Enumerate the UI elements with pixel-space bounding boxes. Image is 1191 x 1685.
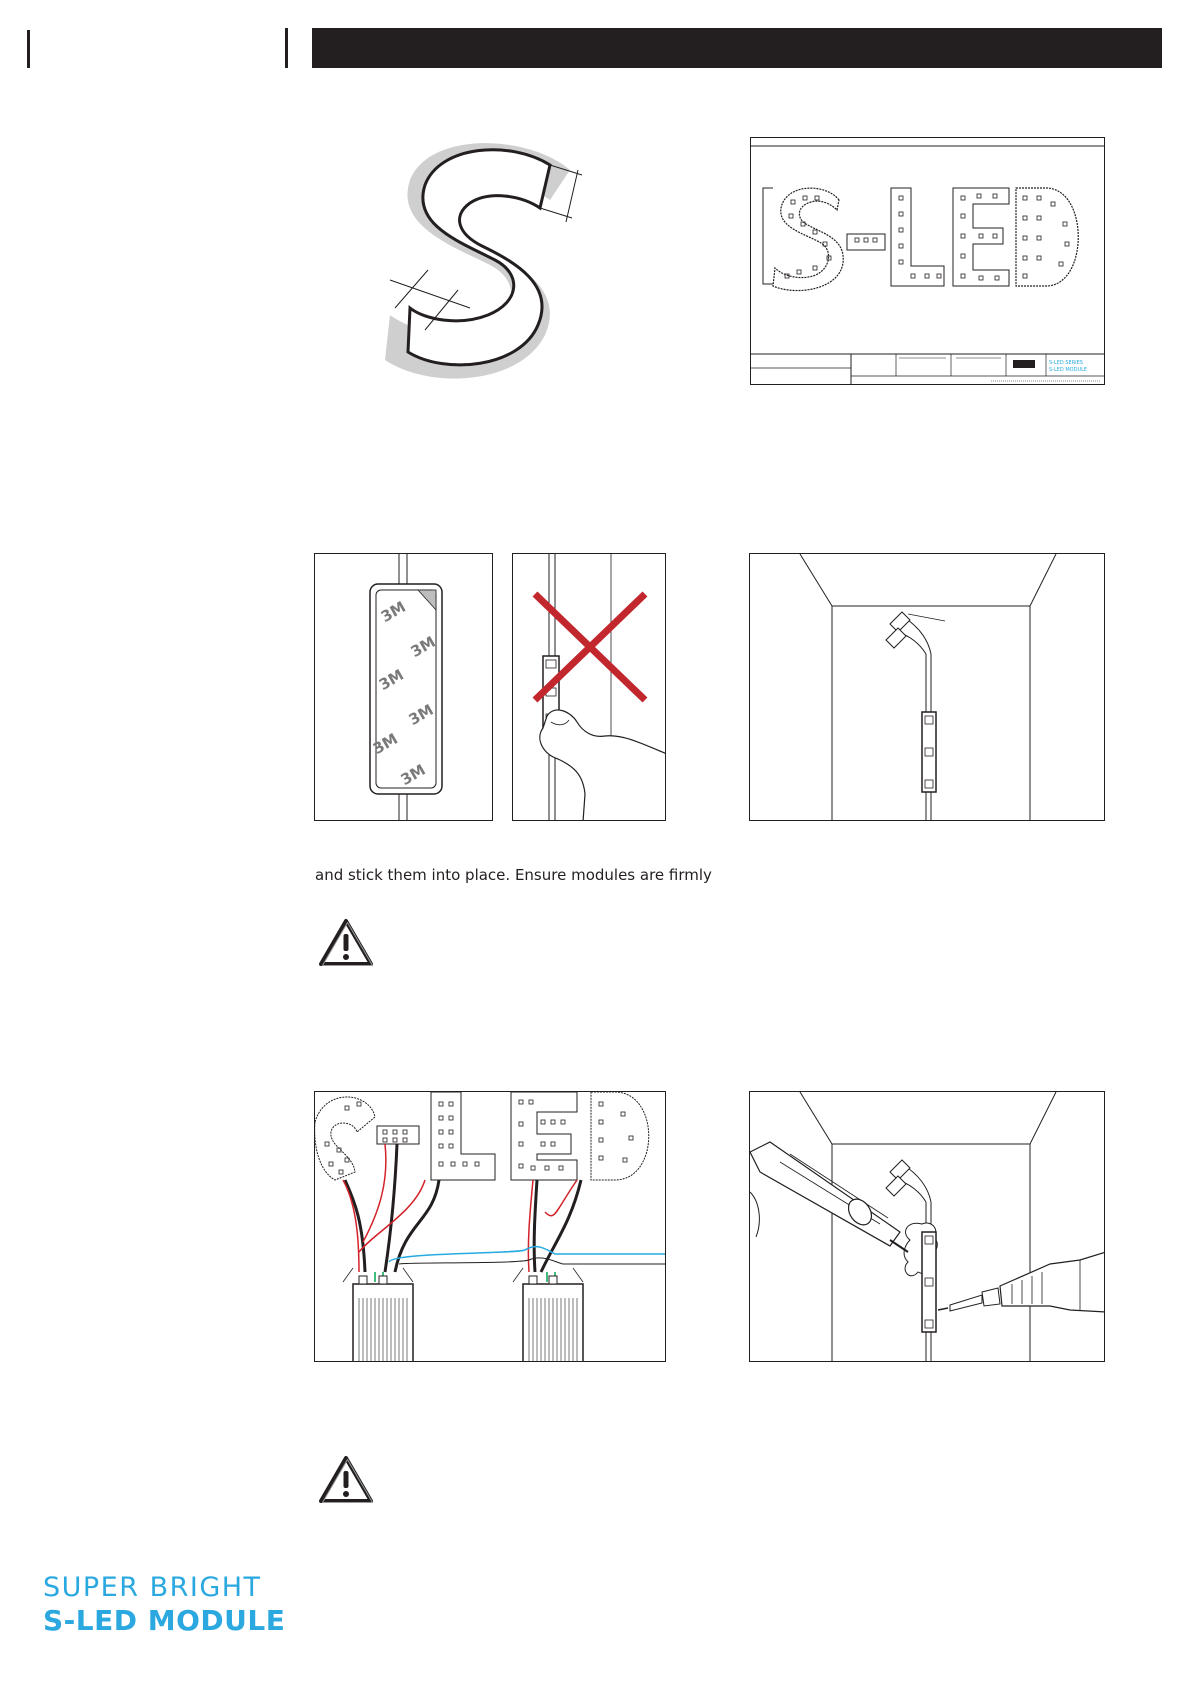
- tape-label: 3M: [397, 760, 429, 789]
- tape-label: 3M: [375, 665, 407, 694]
- header-left-rule: [27, 30, 30, 68]
- instruction-text: and stick them into place. Ensure modules are firmly: [315, 866, 712, 884]
- title-block-series: S-LED SERIES: [1049, 360, 1083, 366]
- figure-channel-module: [749, 553, 1105, 821]
- title-block-logo: [1013, 360, 1035, 368]
- header-bar: [312, 28, 1162, 68]
- warning-icon: [318, 918, 374, 968]
- title-block-module: S-LED MODULE: [1049, 367, 1088, 373]
- figure-layout-drawing: [750, 137, 1105, 385]
- finger: [540, 710, 666, 821]
- figure-incorrect-press: [512, 553, 666, 821]
- tape-label: 3M: [369, 729, 401, 758]
- figure-3m-tape: [314, 553, 493, 821]
- tape-label: 3M: [405, 700, 437, 729]
- figure-letter-s: [370, 130, 620, 390]
- figure-seal-screw: [749, 1091, 1105, 1362]
- tape-label: 3M: [407, 632, 439, 661]
- brand-line-1: SUPER BRIGHT: [43, 1572, 262, 1603]
- figure-wiring: [314, 1091, 666, 1362]
- warning-icon: [318, 1455, 374, 1505]
- tape-label: 3M: [377, 597, 409, 626]
- header-mid-rule: [285, 28, 288, 68]
- brand-line-2: S-LED MODULE: [43, 1604, 286, 1637]
